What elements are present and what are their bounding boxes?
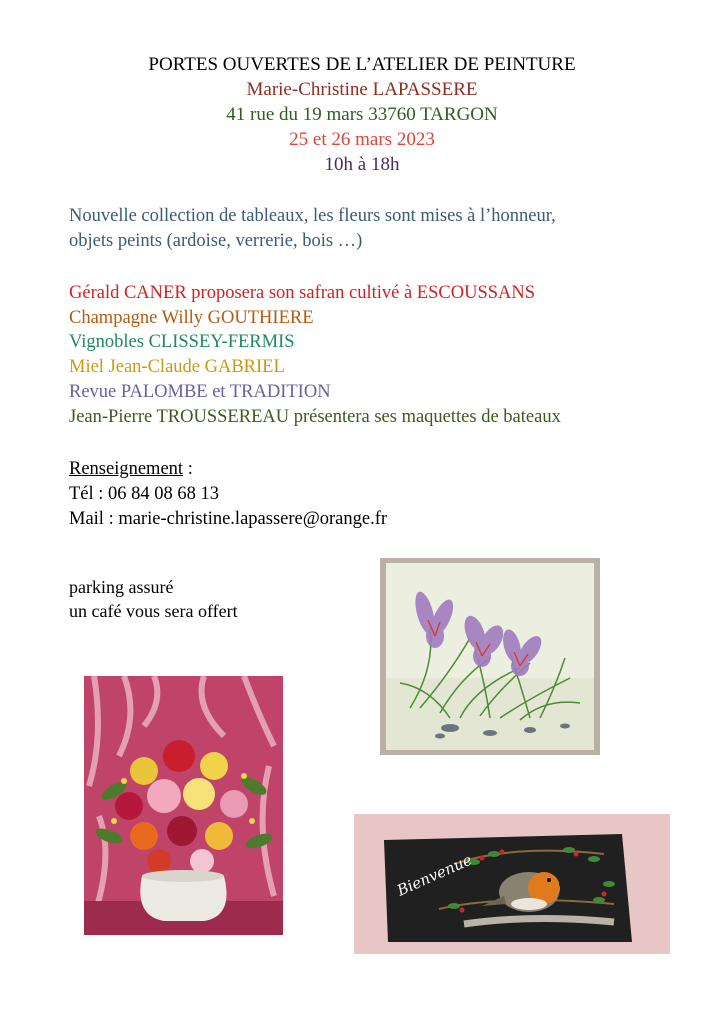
guest-saffron: Gérald CANER proposera son safran cultivé à ESCOUSSANS [69,283,536,303]
coffee-note: un café vous sera offert [69,601,238,621]
contact-phone: Tél : 06 84 08 68 13 [69,484,220,504]
event-hours: 10h à 18h [324,154,400,175]
event-address: 41 rue du 19 mars 33760 TARGON [226,104,498,125]
slate-welcome-text: Bienvenue [394,850,475,900]
intro-line-1: Nouvelle collection de tableaux, les fleurs sont mises à l’honneur, [69,206,556,226]
contact-heading [69,457,193,481]
artist-name: Marie-Christine LAPASSERE [246,79,478,100]
contact-heading-label: Renseignement [69,459,184,479]
saffron-painting [380,558,600,755]
guest-vineyard: Vignobles CLISSEY-FERMIS [69,332,295,352]
intro-line-2: objets peints (ardoise, verrerie, bois …) [69,231,363,251]
rose-bouquet-painting [84,676,283,935]
guest-honey: Miel Jean-Claude GABRIEL [69,357,285,377]
guest-champagne: Champagne Willy GOUTHIERE [69,308,314,328]
contact-mail: Mail : marie-christine.lapassere@orange.fr [69,509,388,529]
contact-heading-colon: : [183,459,193,479]
event-title: PORTES OUVERTES DE L’ATELIER DE PEINTURE [148,54,576,75]
robin-slate-painting [354,814,670,954]
guest-boat-models: Jean-Pierre TROUSSEREAU présentera ses maquettes de bateaux [69,407,561,427]
parking-note: parking assuré [69,577,174,597]
guest-magazine: Revue PALOMBE et TRADITION [69,382,331,402]
event-dates: 25 et 26 mars 2023 [289,129,435,150]
